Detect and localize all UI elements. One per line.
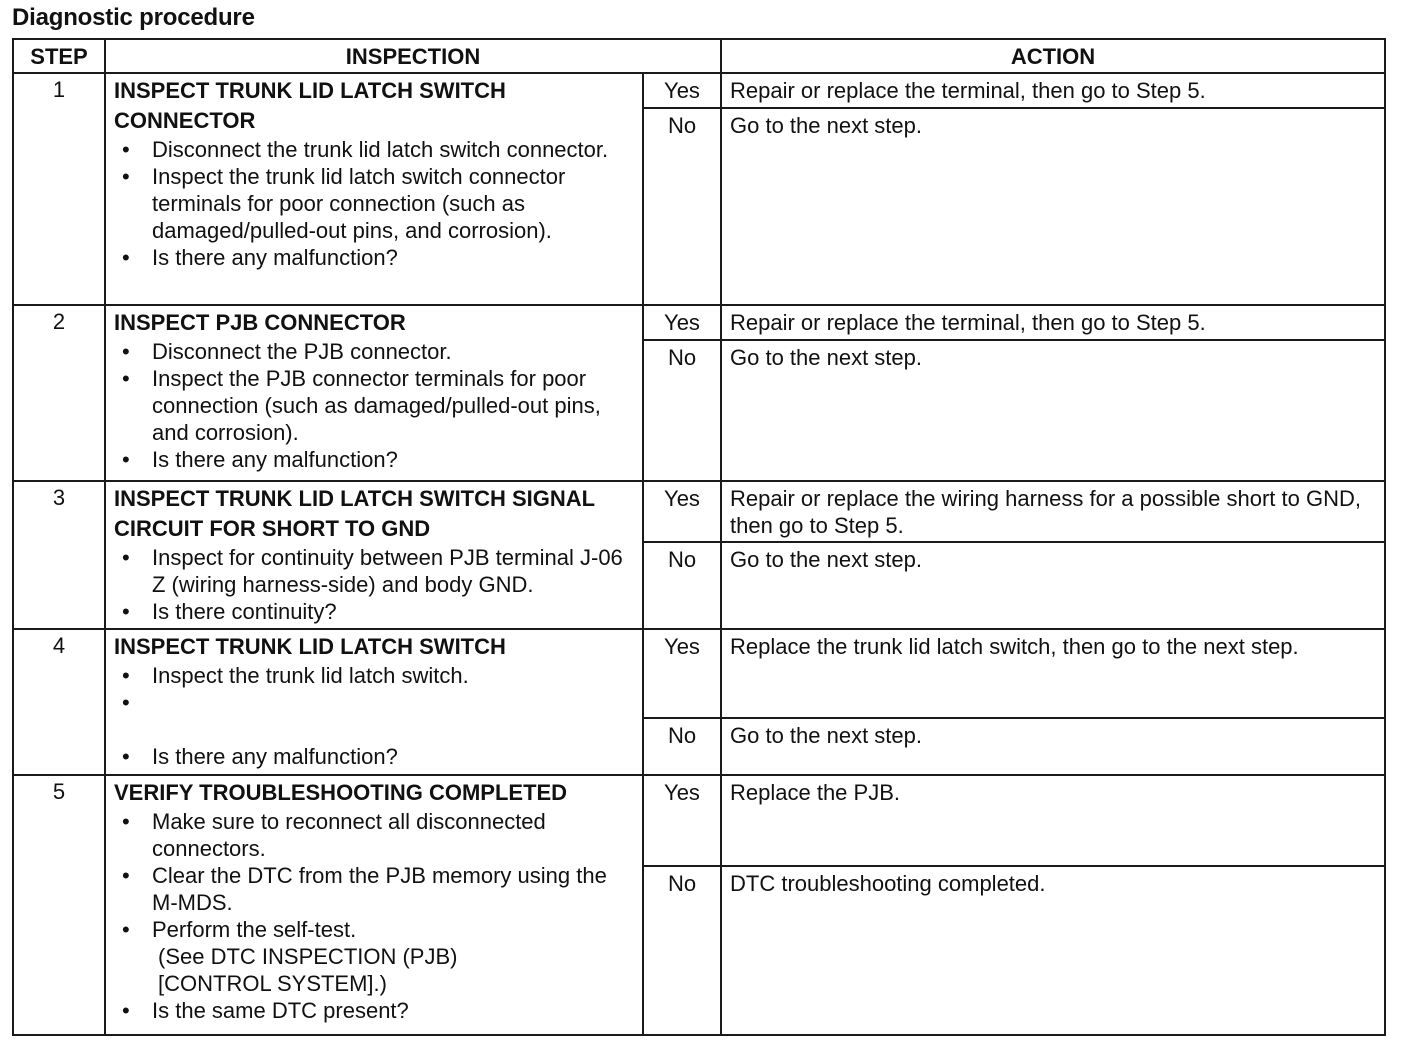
inspection-cell	[105, 775, 643, 1035]
no-label: No	[643, 542, 721, 629]
no-label: No	[643, 340, 721, 481]
yes-action: Replace the trunk lid latch switch, then go to the next step.	[721, 629, 1385, 718]
no-action: Go to the next step.	[721, 542, 1385, 629]
inspection-cell	[105, 305, 643, 481]
yes-label: Yes	[643, 73, 721, 108]
step-row-yes	[13, 73, 1385, 108]
bullet-item: • Inspect for continuity between PJB terminal J-06 Z (wiring harness-side) and body GND.	[114, 544, 636, 598]
no-action: Go to the next step.	[721, 108, 1385, 305]
inspection-title: INSPECT TRUNK LID LATCH SWITCH CONNECTOR	[114, 78, 506, 133]
bullet-item: • Inspect the trunk lid latch switch.	[114, 662, 636, 689]
header-row	[13, 39, 1385, 73]
bullet-item: • Is there any malfunction?	[114, 244, 636, 271]
bullet-item: • Clear the DTC from the PJB memory using the M-MDS.	[114, 862, 636, 916]
bullet-item-with-note	[114, 916, 636, 997]
page-title: Diagnostic procedure	[12, 4, 255, 31]
yes-label: Yes	[643, 629, 721, 718]
bullet-item: • Is there any malfunction?	[114, 743, 636, 770]
header-step: STEP	[13, 39, 105, 73]
header-inspection: INSPECTION	[105, 39, 721, 73]
bullet-item: • Is the same DTC present?	[114, 997, 636, 1024]
bullet-item: • Is there continuity?	[114, 598, 636, 625]
inspection-bullets	[114, 808, 636, 1024]
step-number: 1	[13, 73, 105, 305]
diagnostic-procedure-table	[12, 38, 1386, 1036]
no-action: DTC troubleshooting completed.	[721, 866, 1385, 1035]
inspection-cell	[105, 481, 643, 629]
inspection-cell	[105, 73, 643, 305]
bullet-item: • Make sure to reconnect all disconnected connectors.	[114, 808, 636, 862]
step-row-yes	[13, 481, 1385, 542]
yes-action: Replace the PJB.	[721, 775, 1385, 866]
yes-label: Yes	[643, 305, 721, 340]
no-label: No	[643, 718, 721, 775]
yes-action: Repair or replace the wiring harness for a possible short to GND, then go to Step 5.	[721, 481, 1385, 542]
no-action: Go to the next step.	[721, 718, 1385, 775]
yes-action: Repair or replace the terminal, then go to Step 5.	[721, 305, 1385, 340]
step-number: 4	[13, 629, 105, 775]
no-label: No	[643, 108, 721, 305]
inspection-bullets	[114, 544, 636, 625]
bullet-item: • Disconnect the trunk lid latch switch connector.	[114, 136, 636, 163]
bullet-item: • Inspect the trunk lid latch switch connector terminals for poor connection (such as damaged/pulled-out pins, and corrosion).	[114, 163, 636, 244]
yes-action: Repair or replace the terminal, then go to Step 5.	[721, 73, 1385, 108]
step-number: 3	[13, 481, 105, 629]
bullet-text: • Perform the self-test.	[152, 917, 357, 942]
inspection-title: INSPECT TRUNK LID LATCH SWITCH SIGNAL CIRCUIT FOR SHORT TO GND	[114, 486, 595, 541]
inspection-title: INSPECT TRUNK LID LATCH SWITCH	[114, 634, 506, 659]
bullet-item: • Is there any malfunction?	[114, 446, 636, 473]
inspection-cell	[105, 629, 643, 775]
header-action: ACTION	[721, 39, 1385, 73]
inspection-title: VERIFY TROUBLESHOOTING COMPLETED	[114, 780, 568, 805]
inspection-title: INSPECT PJB CONNECTOR	[114, 310, 406, 335]
cross-reference-note: (See DTC INSPECTION (PJB) [CONTROL SYSTEM].)	[158, 944, 458, 996]
no-action: Go to the next step.	[721, 340, 1385, 481]
bullet-item: • Inspect the PJB connector terminals for poor connection (such as damaged/pulled-out pins, and corrosion).	[114, 365, 636, 446]
inspection-bullets	[114, 136, 636, 271]
step-row-yes	[13, 305, 1385, 340]
step-number: 5	[13, 775, 105, 1035]
yes-label: Yes	[643, 775, 721, 866]
inspection-bullets	[114, 338, 636, 473]
step-number: 2	[13, 305, 105, 481]
step-row-yes	[13, 775, 1385, 866]
no-label: No	[643, 866, 721, 1035]
bullet-item: • Disconnect the PJB connector.	[114, 338, 636, 365]
inspection-bullets	[114, 662, 636, 770]
step-row-yes	[13, 629, 1385, 718]
bullet-spacer	[114, 689, 636, 743]
yes-label: Yes	[643, 481, 721, 542]
